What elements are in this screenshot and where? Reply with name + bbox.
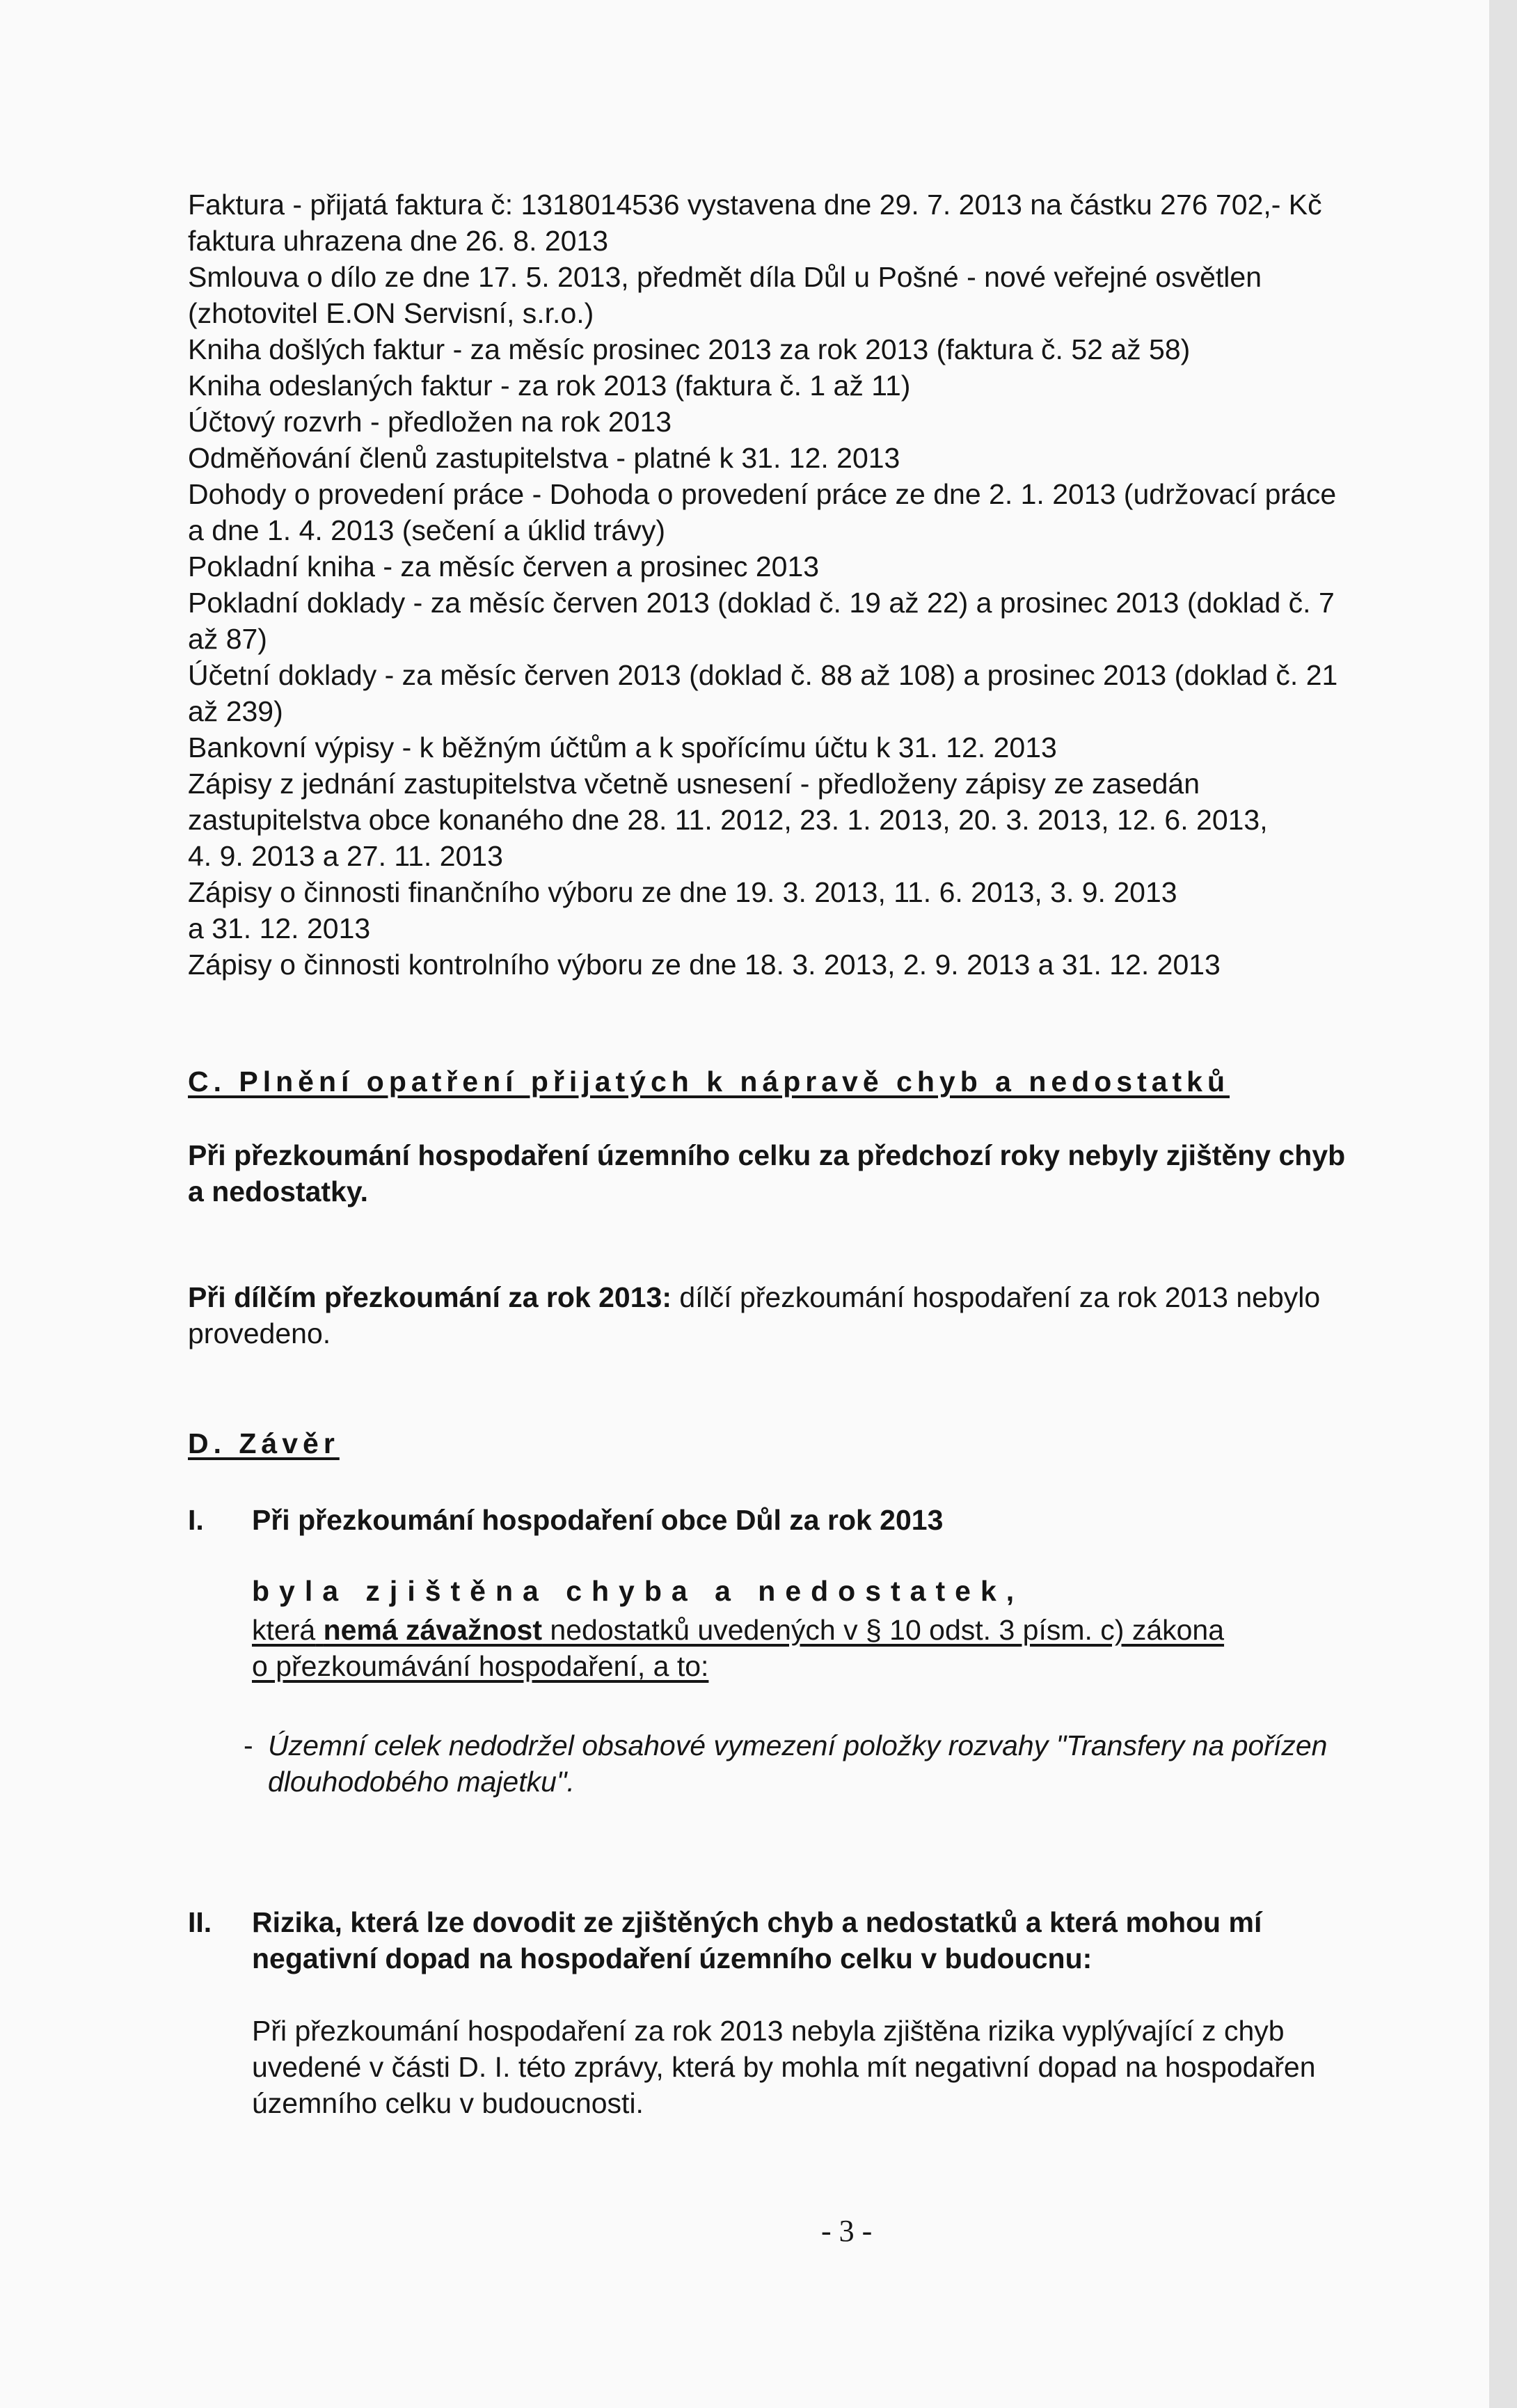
section-d-heading: D. Závěr — [188, 1427, 340, 1459]
record-line: Zápisy z jednání zastupitelstva včetně usnesení - předloženy zápisy ze zasedán — [188, 768, 1200, 800]
record-line: a 31. 12. 2013 — [188, 912, 371, 944]
record-line: Zápisy o činnosti finančního výboru ze dne 19. 3. 2013, 11. 6. 2013, 3. 9. 2013 — [188, 876, 1177, 908]
partial-review-label: Při dílčím přezkoumání za rok 2013: — [188, 1281, 672, 1313]
record-line: Odměňování členů zastupitelstva - platné k 31. 12. 2013 — [188, 442, 900, 474]
record-line: Účetní doklady - za měsíc červen 2013 (doklad č. 88 až 108) a prosinec 2013 (doklad č. 21 — [188, 659, 1338, 691]
conclusion-title: Při přezkoumání hospodaření obce Důl za rok 2013 — [252, 1504, 944, 1536]
bullet-dash: - — [244, 1729, 253, 1761]
record-line: Pokladní kniha - za měsíc červen a prosinec 2013 — [188, 550, 820, 583]
finding-detail: dlouhodobého majetku". — [268, 1766, 575, 1798]
record-line: Smlouva o dílo ze dne 17. 5. 2013, předmět díla Důl u Pošné - nové veřejné osvětlen — [188, 261, 1262, 293]
page-number: - 3 - — [821, 2214, 873, 2248]
record-line: Pokladní doklady - za měsíc červen 2013 (doklad č. 19 až 22) a prosinec 2013 (doklad č. 7 — [188, 587, 1335, 619]
record-line: Kniha odeslaných faktur - za rok 2013 (faktura č. 1 až 11) — [188, 370, 911, 402]
partial-review-line: provedeno. — [188, 1317, 331, 1349]
finding-detail: Územní celek nedodržel obsahové vymezení položky rozvahy "Transfery na pořízen — [268, 1729, 1328, 1761]
partial-review-text: dílčí přezkoumání hospodaření za rok 2013 nebylo — [671, 1281, 1321, 1313]
record-line: Bankovní výpisy - k běžným účtům a k spořícímu účtu k 31. 12. 2013 — [188, 731, 1057, 763]
record-line: až 239) — [188, 695, 283, 727]
record-line: a dne 1. 4. 2013 (sečení a úklid trávy) — [188, 514, 666, 546]
risks-title: negativní dopad na hospodaření územního celku v budoucnu: — [252, 1942, 1093, 1974]
finding-line-text: nedostatků uvedených v § 10 odst. 3 písm. c) zákona — [542, 1614, 1225, 1646]
partial-review-line — [188, 1281, 1320, 1314]
record-line: zastupitelstva obce konaného dne 28. 11. 2012, 23. 1. 2013, 20. 3. 2013, 12. 6. 2013, — [188, 804, 1268, 836]
conclusion-numeral: I. — [188, 1504, 204, 1536]
finding-statement: byla zjištěna chyba a nedostatek, — [252, 1575, 1024, 1607]
risks-title: Rizika, která lze dovodit ze zjištěných chyb a nedostatků a která mohou mí — [252, 1906, 1262, 1938]
record-line: Dohody o provedení práce - Dohoda o provedení práce ze dne 2. 1. 2013 (udržovací práce — [188, 478, 1337, 510]
risks-text: uvedené v části D. I. této zprávy, která by mohla mít negativní dopad na hospodařen — [252, 2051, 1316, 2083]
record-line: faktura uhrazena dne 26. 8. 2013 — [188, 225, 609, 257]
record-line: Zápisy o činnosti kontrolního výboru ze dne 18. 3. 2013, 2. 9. 2013 a 31. 12. 2013 — [188, 949, 1221, 981]
section-c-heading: C. Plnění opatření přijatých k nápravě chyb a nedostatků — [188, 1066, 1230, 1098]
section-c-statement: Při přezkoumání hospodaření územního celku za předchozí roky nebyly zjištěny chyb — [188, 1139, 1346, 1171]
record-line: Kniha došlých faktur - za měsíc prosinec 2013 za rok 2013 (faktura č. 52 až 58) — [188, 333, 1191, 365]
risks-text: územního celku v budoucnosti. — [252, 2087, 644, 2119]
finding-line-text: která — [252, 1614, 316, 1646]
section-c-statement: a nedostatky. — [188, 1175, 368, 1207]
risks-text: Při přezkoumání hospodaření za rok 2013 nebyla zjištěna rizika vyplývající z chyb — [252, 2015, 1285, 2047]
finding-line: o přezkoumávání hospodaření, a to: — [252, 1650, 709, 1682]
severity-label: nemá závažnost — [323, 1614, 543, 1646]
record-line: (zhotovitel E.ON Servisní, s.r.o.) — [188, 297, 594, 329]
record-line: 4. 9. 2013 a 27. 11. 2013 — [188, 840, 503, 872]
record-line: Účtový rozvrh - předložen na rok 2013 — [188, 406, 672, 438]
scan-edge — [1489, 0, 1517, 2408]
record-line: Faktura - přijatá faktura č: 1318014536 vystavena dne 29. 7. 2013 na částku 276 702,- Kč — [188, 189, 1322, 221]
finding-line — [252, 1613, 1224, 1647]
record-line: až 87) — [188, 623, 267, 655]
risks-numeral: II. — [188, 1906, 212, 1938]
